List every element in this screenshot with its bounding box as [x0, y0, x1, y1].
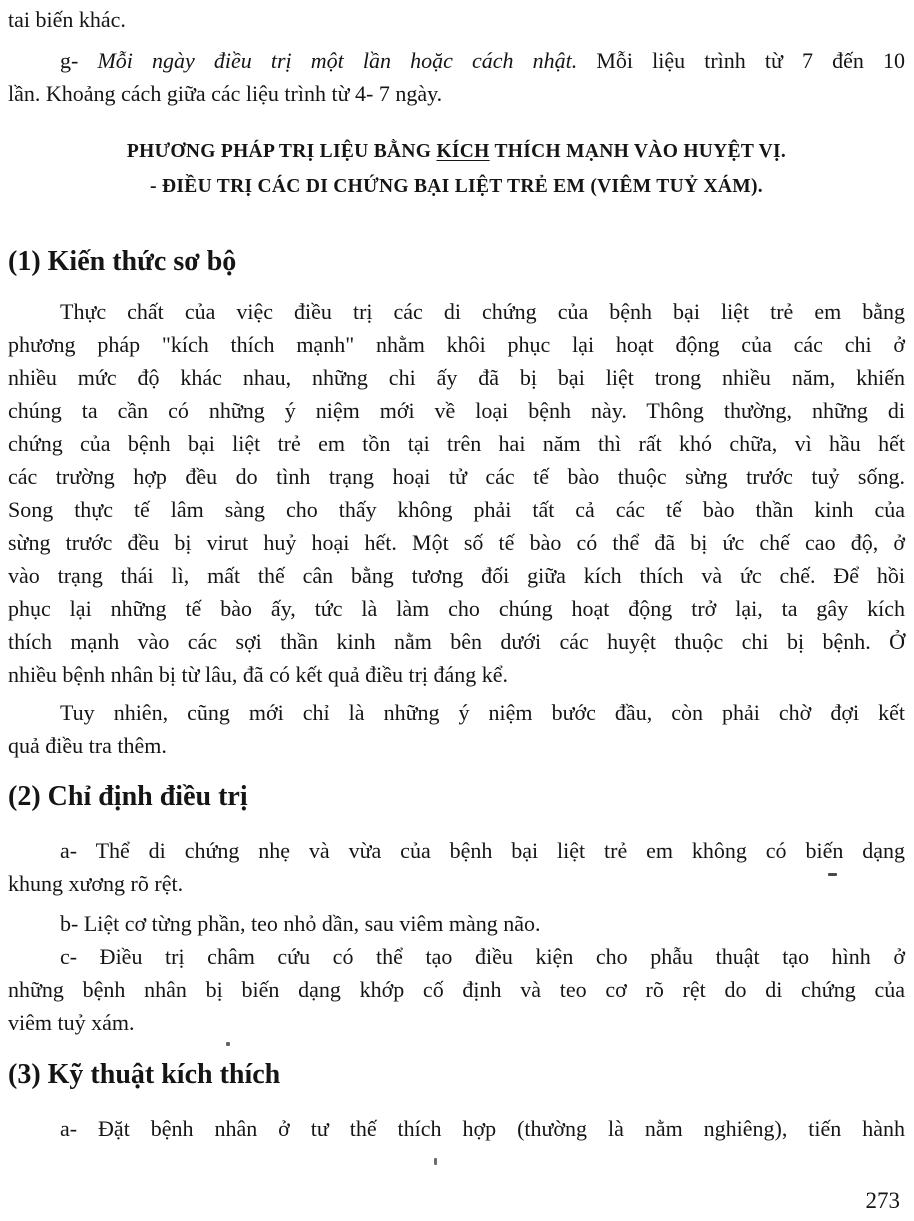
scan-artifact: [828, 873, 837, 876]
p1-line: sừng trước đều bị virut huỷ hoại hết. Một số tế bào có thể đã bị ức chế cao độ, ở: [8, 530, 905, 555]
section-header-underlined-word: KÍCH: [436, 141, 490, 162]
p1-line: các trường hợp đều do tình trạng hoại tử các tế bào thuộc sừng trước tuỷ sống.: [8, 464, 905, 489]
page-number: 273: [865, 1188, 900, 1213]
section-header-line-1: [8, 134, 905, 169]
pa-line-last: khung xương rõ rệt.: [8, 871, 184, 896]
item-g-line-2: lần. Khoảng cách giữa các liệu trình từ 4- 7 ngày.: [8, 81, 443, 106]
section-header: [8, 134, 905, 204]
item-g-label: g-: [60, 48, 98, 73]
p1-line: Thực chất của việc điều trị các di chứng của bệnh bại liệt trẻ em bằng: [60, 299, 905, 324]
paragraph-1: [8, 295, 905, 691]
paragraph-2: [8, 696, 905, 762]
pa3-line: a- Đặt bệnh nhân ở tư thế thích hợp (thường là nằm nghiêng), tiến hành: [60, 1116, 905, 1141]
paragraph-c: [8, 940, 905, 1039]
pc-line: c- Điều trị châm cứu có thể tạo điều kiện cho phẫu thuật tạo hình ở: [60, 944, 905, 969]
section-header-line-1-post: THÍCH MẠNH VÀO HUYỆT VỊ.: [489, 141, 787, 162]
p1-line-last: nhiều bệnh nhân bị từ lâu, đã có kết quả điều trị đáng kể.: [8, 662, 509, 687]
heading-2: (2) Chỉ định điều trị: [8, 781, 248, 812]
paragraph-a3: [8, 1112, 905, 1145]
pc-line: những bệnh nhân bị biến dạng khớp cố định và teo cơ rõ rệt do di chứng của: [8, 977, 905, 1002]
p1-line: thích mạnh vào các sợi thần kinh nằm bên dưới các huyệt thuộc chi bị bệnh. Ở: [8, 629, 905, 654]
p2-line-last: quả điều tra thêm.: [8, 733, 167, 758]
p1-line: nhiều mức độ khác nhau, những chi ấy đã bị bại liệt trong nhiều năm, khiến: [8, 365, 905, 390]
item-g-tail: Mỗi liệu trình từ 7 đến 10: [577, 48, 906, 73]
pa-line: a- Thể di chứng nhẹ và vừa của bệnh bại liệt trẻ em không có biến dạng: [60, 838, 905, 863]
paragraph-b: [8, 907, 905, 940]
p1-line: vào trạng thái lì, mất thế cân bằng tương đối giữa kích thích và ức chế. Để hồi: [8, 563, 905, 588]
line-continuation: tai biến khác.: [8, 7, 126, 32]
section-header-line-1-pre: PHƯƠNG PHÁP TRỊ LIỆU BẰNG: [126, 141, 437, 162]
p1-line: chúng ta cần có những ý niệm mới về loại bệnh này. Thông thường, những di: [8, 398, 905, 423]
scan-artifact: [434, 1158, 437, 1165]
item-g-line-1: [8, 44, 905, 77]
section-header-line-2: - ĐIỀU TRỊ CÁC DI CHỨNG BẠI LIỆT TRẺ EM (VIÊM TUỶ XÁM).: [150, 176, 763, 197]
p2-line: Tuy nhiên, cũng mới chỉ là những ý niệm bước đầu, còn phải chờ đợi kết: [60, 700, 905, 725]
p1-line: phục lại những tế bào ấy, tức là làm cho chúng hoạt động trở lại, ta gây kích: [8, 596, 905, 621]
paragraph-item-g: [8, 44, 905, 110]
pb-line: b- Liệt cơ từng phần, teo nhỏ dần, sau viêm màng não.: [60, 911, 541, 936]
item-g-italic-phrase: Mỗi ngày điều trị một lần hoặc cách nhật.: [97, 48, 578, 73]
paragraph-a: [8, 834, 905, 900]
p1-line: chứng của bệnh bại liệt trẻ em tồn tại trên hai năm thì rất khó chữa, vì hầu hết: [8, 431, 905, 456]
p1-line: Song thực tế lâm sàng cho thấy không phải tất cả các tế bào thần kinh của: [8, 497, 905, 522]
scan-artifact: [226, 1042, 230, 1046]
heading-3: (3) Kỹ thuật kích thích: [8, 1059, 281, 1090]
p1-line: phương pháp "kích thích mạnh" nhằm khôi phục lại hoạt động của các chi ở: [8, 332, 905, 357]
pc-line-last: viêm tuỷ xám.: [8, 1010, 135, 1035]
heading-1: (1) Kiến thức sơ bộ: [8, 246, 237, 277]
